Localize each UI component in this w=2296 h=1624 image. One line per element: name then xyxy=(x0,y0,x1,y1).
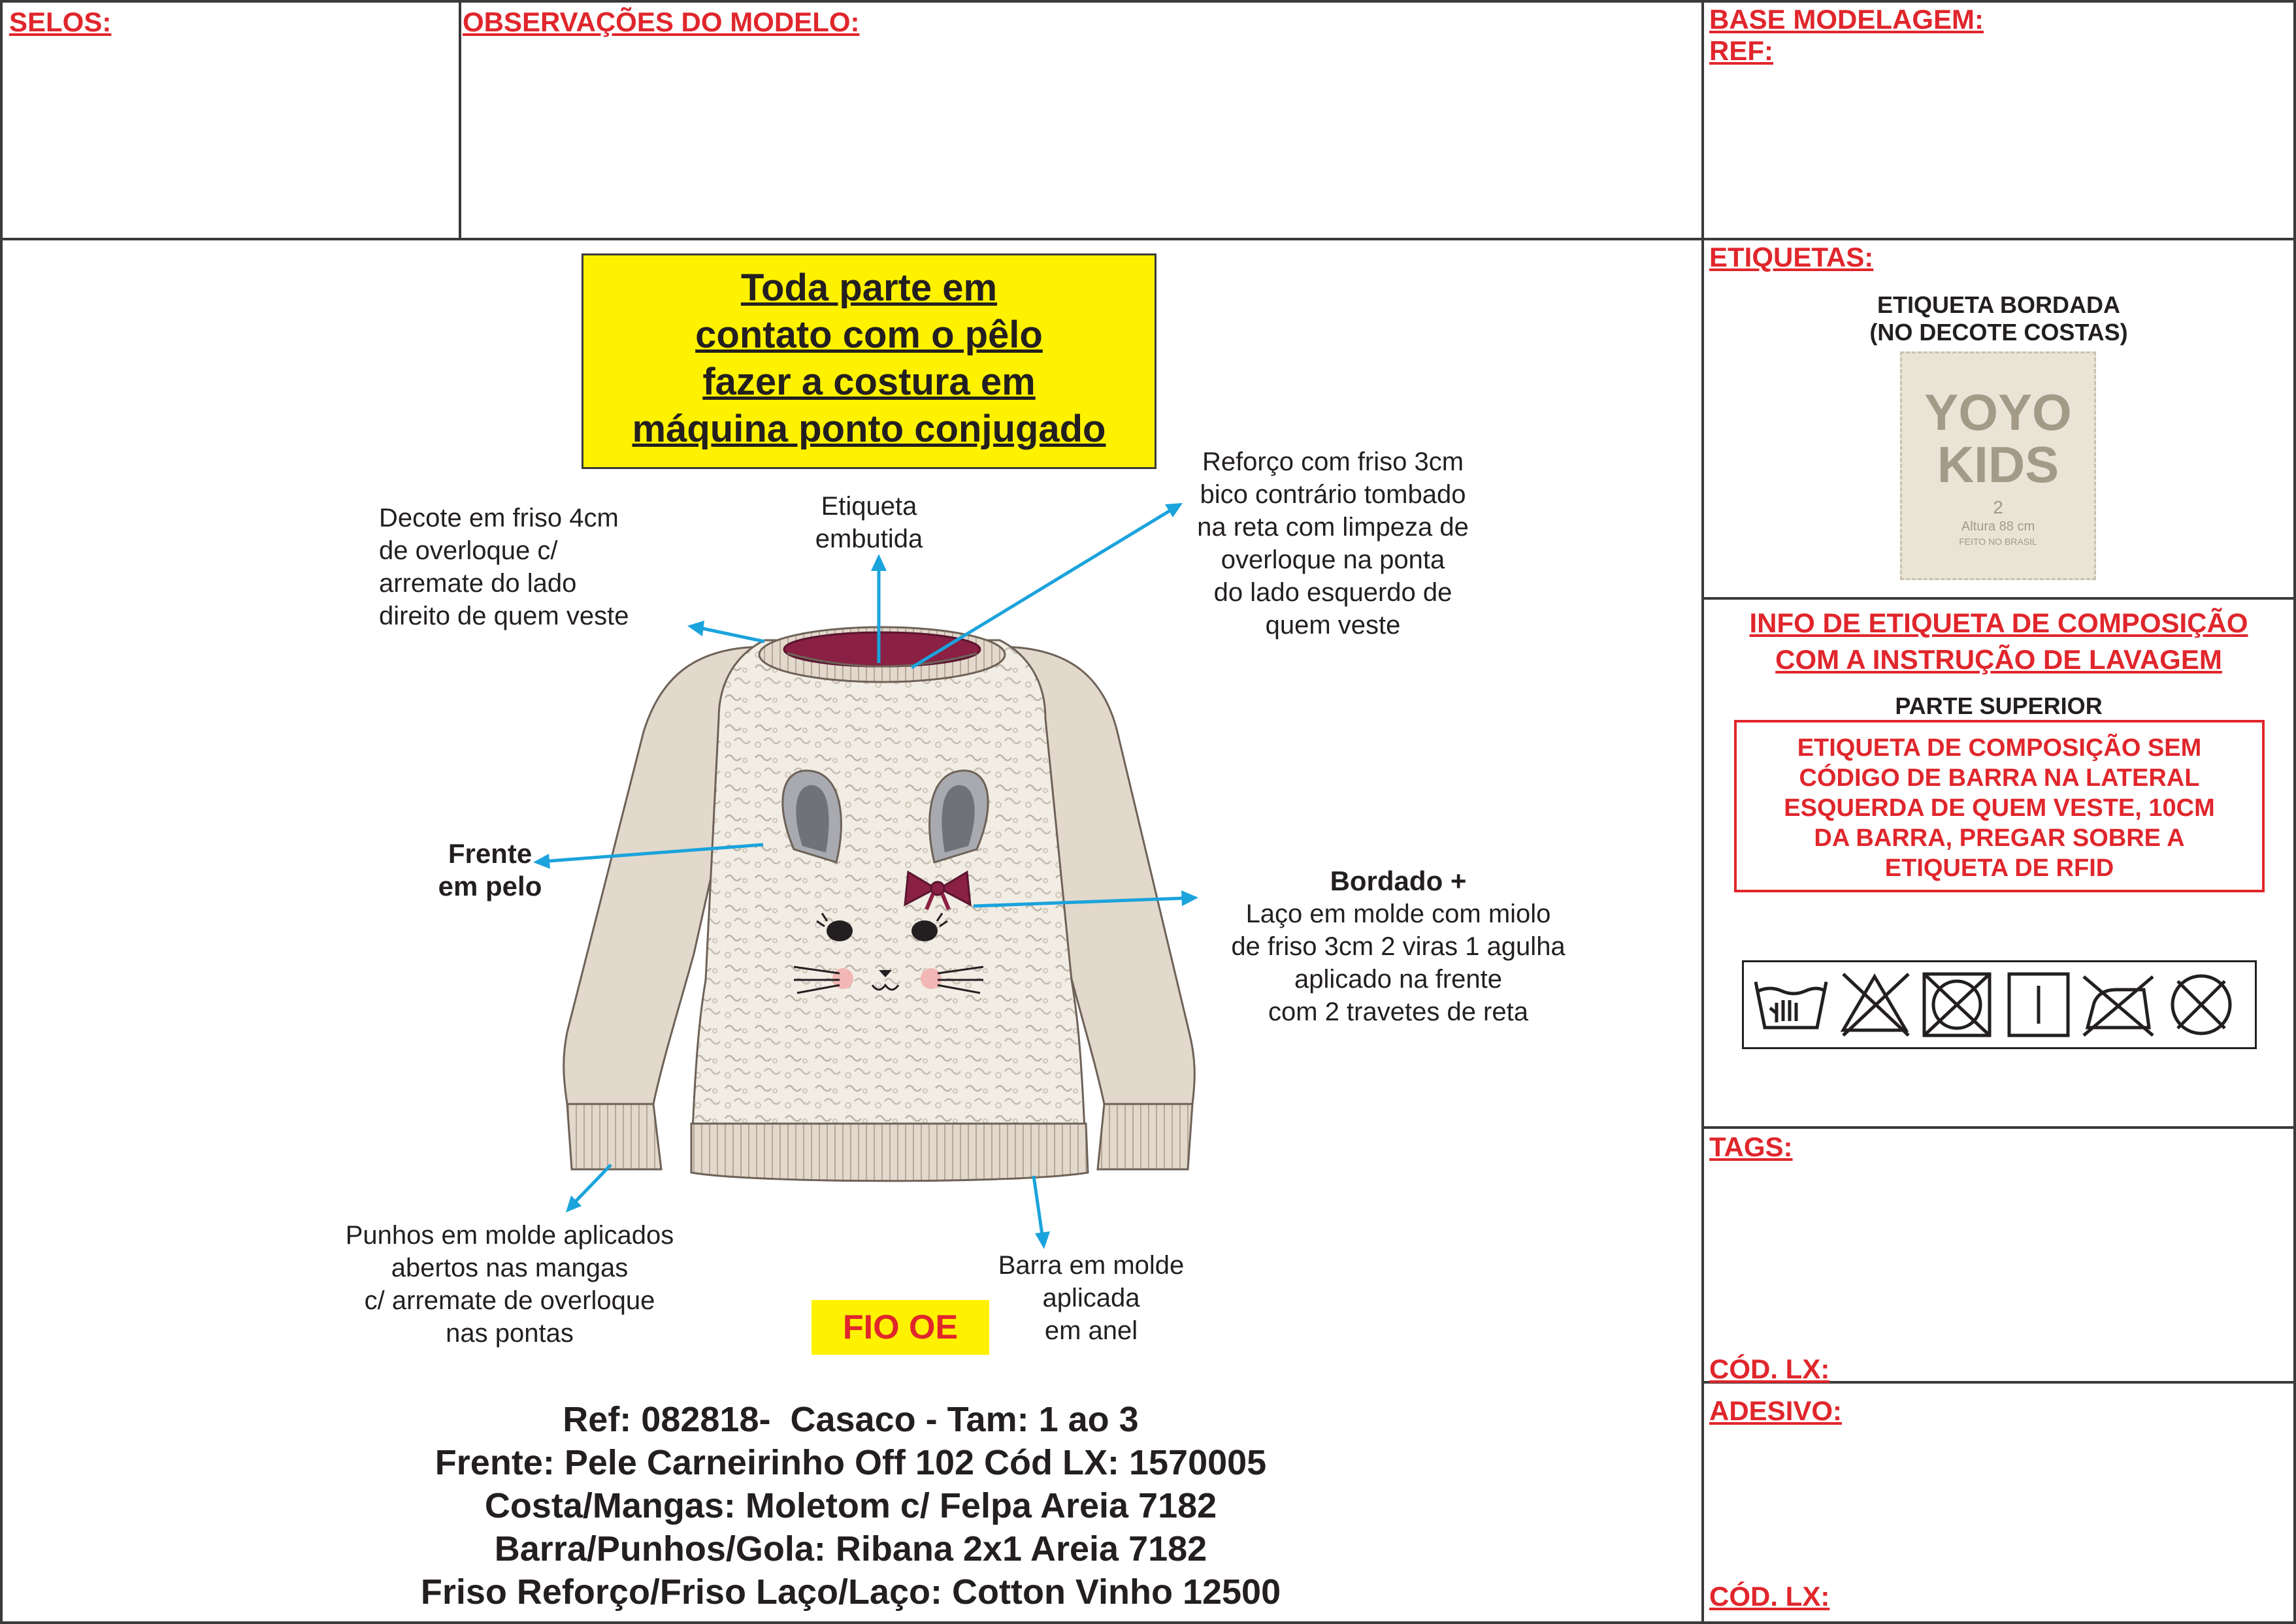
product-description xyxy=(0,1398,1701,1614)
sweater-body xyxy=(693,640,1085,1130)
yellow-note-line-2: contato com o pêlo xyxy=(695,314,1043,356)
hand-wash-icon xyxy=(1756,982,1826,1028)
product-back-line: Costa/Mangas: Moletom c/ Felpa Areia 7182 xyxy=(484,1486,1217,1525)
label-brand-line-2: KIDS xyxy=(1937,436,2059,493)
no-tumble-dry-icon xyxy=(1924,974,1990,1035)
selos-heading: SELOS: xyxy=(9,7,112,37)
etiqueta-bordada-title: ETIQUETA BORDADA (NO DECOTE COSTAS) xyxy=(1869,291,2128,346)
care-symbols-svg xyxy=(1744,962,2255,1047)
yellow-note-line-1: Toda parte em xyxy=(740,267,998,309)
observacoes-heading: OBSERVAÇÕES DO MODELO: xyxy=(463,7,860,37)
yellow-note-line-3: fazer a costura em xyxy=(702,361,1036,403)
frente-note: Frente em pelo xyxy=(438,838,542,901)
base-modelagem-heading: BASE MODELAGEM: xyxy=(1709,4,1984,35)
line-dry-icon xyxy=(2009,974,2068,1035)
woven-label-image xyxy=(1900,351,2096,580)
etiqueta-embutida-note: Etiqueta embutida xyxy=(815,492,923,553)
label-height: Altura 88 cm xyxy=(1961,519,2035,534)
no-iron-icon xyxy=(2084,977,2153,1035)
tags-cod-lx-label: CÓD. LX: xyxy=(1709,1354,1830,1384)
adesivo-heading: ADESIVO: xyxy=(1709,1395,1843,1426)
barra-note: Barra em molde aplicada em anel xyxy=(998,1251,1185,1345)
product-rib-line: Barra/Punhos/Gola: Ribana 2x1 Areia 7182 xyxy=(494,1529,1207,1568)
label-size: 2 xyxy=(1993,497,2003,517)
etiquetas-heading: ETIQUETAS: xyxy=(1709,242,1874,272)
left-cuff xyxy=(567,1104,661,1169)
left-eye xyxy=(827,920,853,941)
info-etiqueta-heading-1: INFO DE ETIQUETA DE COMPOSIÇÃO xyxy=(1749,608,2248,638)
info-etiqueta-heading-2: COM A INSTRUÇÃO DE LAVAGEM xyxy=(1775,644,2222,675)
bordado-note: Bordado + Laço em molde com miolo de friso 3cm 2 viras 1 agulha aplicado na frente com 2 travetes de reta xyxy=(1231,866,1566,1026)
neck-inner xyxy=(784,632,980,666)
product-front-line: Frente: Pele Carneirinho Off 102 Cód LX: 1570005 xyxy=(435,1443,1267,1482)
product-ref-line: Ref: 082818- Casaco - Tam: 1 ao 3 xyxy=(563,1400,1139,1439)
product-trim-line: Friso Reforço/Friso Laço/Laço: Cotton Vinho 12500 xyxy=(420,1572,1281,1612)
care-symbols-strip xyxy=(1742,960,2257,1049)
right-eye xyxy=(911,920,938,941)
reforco-note: Reforço com friso 3cm bico contrário tombado na reta com limpeza de overloque na ponta do lado esquerdo de quem veste xyxy=(1197,447,1469,640)
label-brand-line-1: YOYO xyxy=(1924,383,2072,441)
label-made-in: FEITO NO BRASIL xyxy=(1959,536,2037,547)
fio-label: FIO OE xyxy=(812,1300,989,1355)
decote-note: Decote em friso 4cm de overloque c/ arremate do lado direito de quem veste xyxy=(379,504,629,630)
tags-heading: TAGS: xyxy=(1709,1131,1793,1162)
right-cuff xyxy=(1098,1104,1192,1169)
no-dry-clean-icon xyxy=(2173,976,2230,1033)
parte-superior-label: PARTE SUPERIOR xyxy=(1895,692,2103,719)
hem-band xyxy=(691,1124,1088,1181)
adesivo-cod-lx-label: CÓD. LX: xyxy=(1709,1581,1830,1612)
composition-note-box: ETIQUETA DE COMPOSIÇÃO SEM CÓDIGO DE BARRA NA LATERAL ESQUERDA DE QUEM VESTE, 10CM DA BARRA, PREGAR SOBRE A ETIQUETA DE RFID xyxy=(1734,720,2265,892)
yellow-note-line-4: máquina ponto conjugado xyxy=(632,408,1106,450)
no-bleach-icon xyxy=(1843,974,1909,1035)
ref-heading: REF: xyxy=(1709,35,1773,66)
punhos-note: Punhos em molde aplicados abertos nas mangas c/ arremate de overloque nas pontas xyxy=(345,1221,674,1348)
